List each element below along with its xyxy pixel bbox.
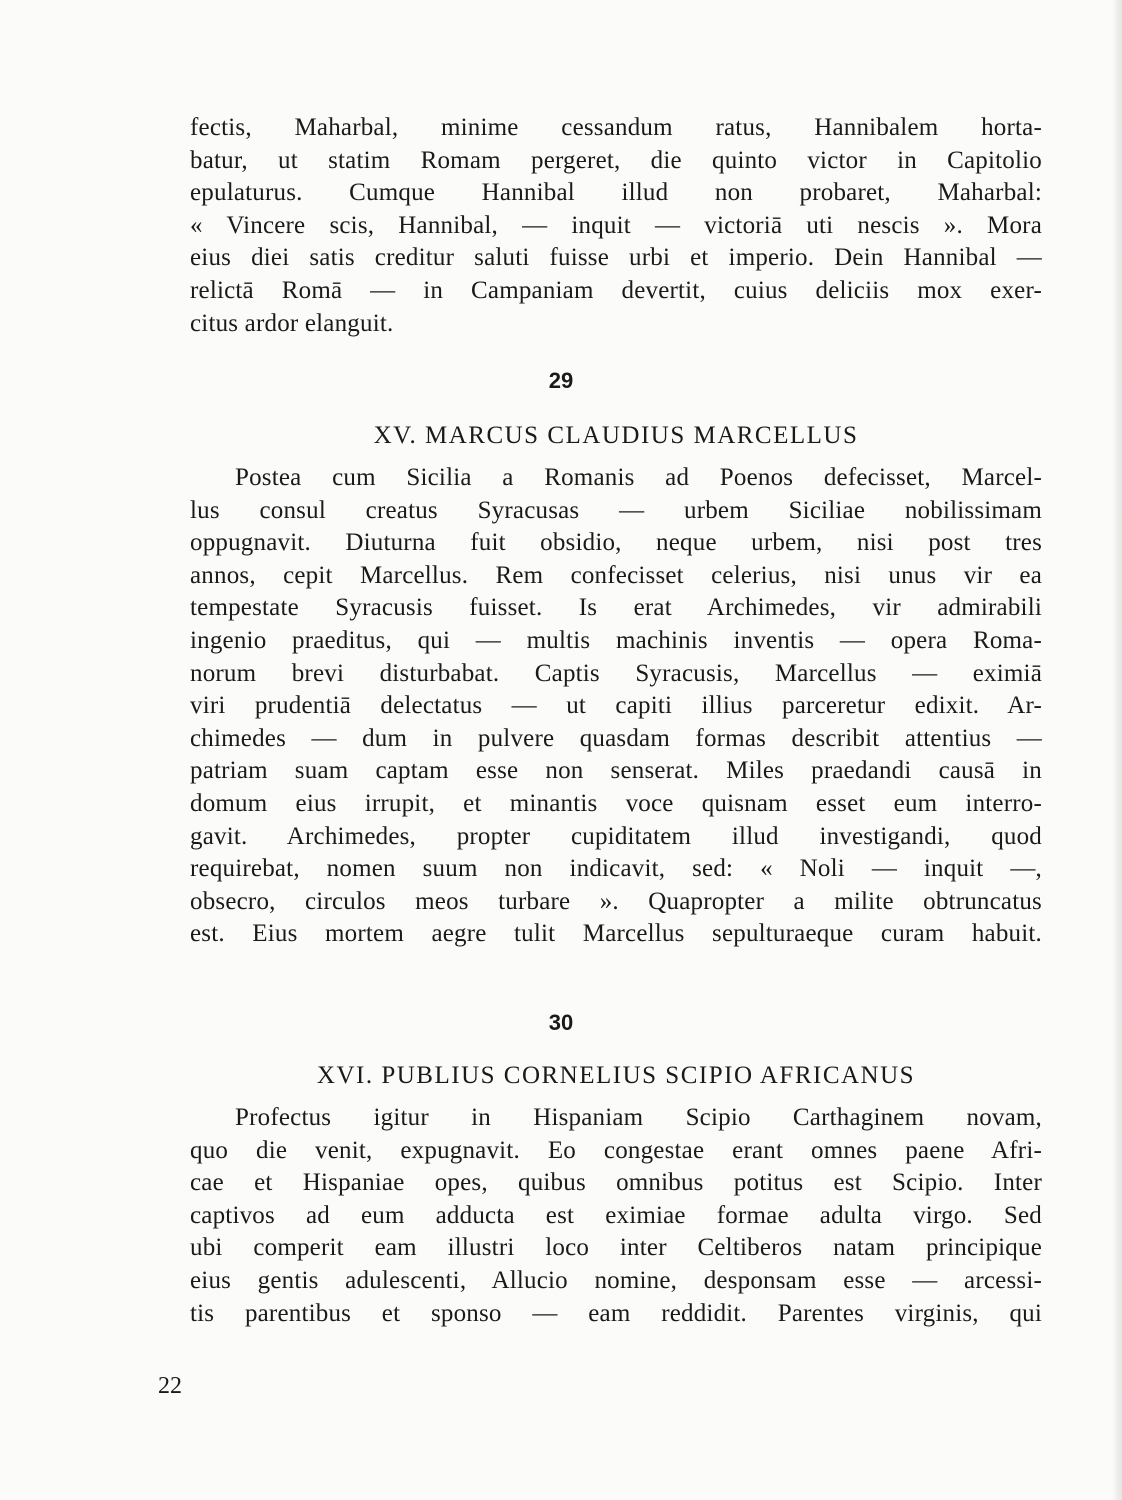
text-line: cae et Hispaniae opes, quibus omnibus potitus est Scipio. Inter — [190, 1169, 1042, 1197]
section-heading-marcellus: XV. MARCUS CLAUDIUS MARCELLUS — [373, 422, 859, 449]
text-line: quo die venit, expugnavit. Eo congestae erant omnes paene Afri- — [190, 1136, 1042, 1164]
text-line: tis parentibus et sponso — eam reddidit. Parentes virginis, qui — [190, 1299, 1042, 1327]
text-line: viri prudentiā delectatus — ut capiti illius parceretur edixit. Ar- — [190, 692, 1042, 720]
text-line: annos, cepit Marcellus. Rem confecisset celerius, nisi unus vir ea — [190, 561, 1042, 589]
section-number-29: 29 — [548, 368, 574, 393]
text-line: chimedes — dum in pulvere quasdam formas describit attentius — — [190, 724, 1042, 752]
text-line: ubi comperit eam illustri loco inter Celtiberos natam principique — [190, 1234, 1042, 1262]
page-number: 22 — [158, 1373, 182, 1399]
text-line: est. Eius mortem aegre tulit Marcellus sepulturaeque curam habuit. — [190, 920, 1042, 948]
text-line: Postea cum Sicilia a Romanis ad Poenos defecisset, Marcel- — [235, 464, 1042, 491]
text-line: obsecro, circulos meos turbare ». Quapropter a milite obtruncatus — [190, 887, 1042, 915]
text-line: relictā Romā — in Campaniam devertit, cuius deliciis mox exer- — [190, 276, 1042, 304]
text-line: fectis, Maharbal, minime cessandum ratus, Hannibalem horta- — [190, 114, 1042, 141]
text-line: domum eius irrupit, et minantis voce quisnam esset eum interro- — [190, 789, 1042, 817]
text-line: lus consul creatus Syracusas — urbem Siciliae nobilissimam — [190, 496, 1042, 524]
text-line: batur, ut statim Romam pergeret, die quinto victor in Capitolio — [190, 146, 1042, 174]
intro-paragraph — [190, 112, 1042, 340]
text-line: epulaturus. Cumque Hannibal illud non probaret, Maharbal: — [190, 179, 1042, 207]
text-line: citus ardor elanguit. — [190, 309, 394, 337]
text-line: ingenio praeditus, qui — multis machinis inventis — opera Roma- — [190, 626, 1042, 654]
section-29-paragraph — [190, 462, 1042, 951]
page-edge-shadow — [1112, 0, 1122, 1500]
text-line: gavit. Archimedes, propter cupiditatem illud investigandi, quod — [190, 822, 1042, 850]
section-number-30: 30 — [548, 1010, 574, 1035]
text-line: eius gentis adulescenti, Allucio nomine, desponsam esse — arcessi- — [190, 1266, 1042, 1294]
text-line: « Vincere scis, Hannibal, — inquit — victoriā uti nescis ». Mora — [190, 211, 1042, 239]
text-line: Profectus igitur in Hispaniam Scipio Carthaginem novam, — [235, 1104, 1042, 1131]
section-heading-scipio: XVI. PUBLIUS CORNELIUS SCIPIO AFRICANUS — [316, 1062, 916, 1089]
text-line: oppugnavit. Diuturna fuit obsidio, neque urbem, nisi post tres — [190, 529, 1042, 557]
text-line: requirebat, nomen suum non indicavit, sed: « Noli — inquit —, — [190, 855, 1042, 883]
text-line: patriam suam captam esse non senserat. Miles praedandi causā in — [190, 757, 1042, 785]
text-line: captivos ad eum adducta est eximiae formae adulta virgo. Sed — [190, 1201, 1042, 1229]
text-line: norum brevi disturbabat. Captis Syracusis, Marcellus — eximiā — [190, 659, 1042, 687]
section-30-paragraph — [190, 1102, 1042, 1330]
text-line: tempestate Syracusis fuisset. Is erat Archimedes, vir admirabili — [190, 594, 1042, 622]
text-line: eius diei satis creditur saluti fuisse urbi et imperio. Dein Hannibal — — [190, 244, 1042, 272]
